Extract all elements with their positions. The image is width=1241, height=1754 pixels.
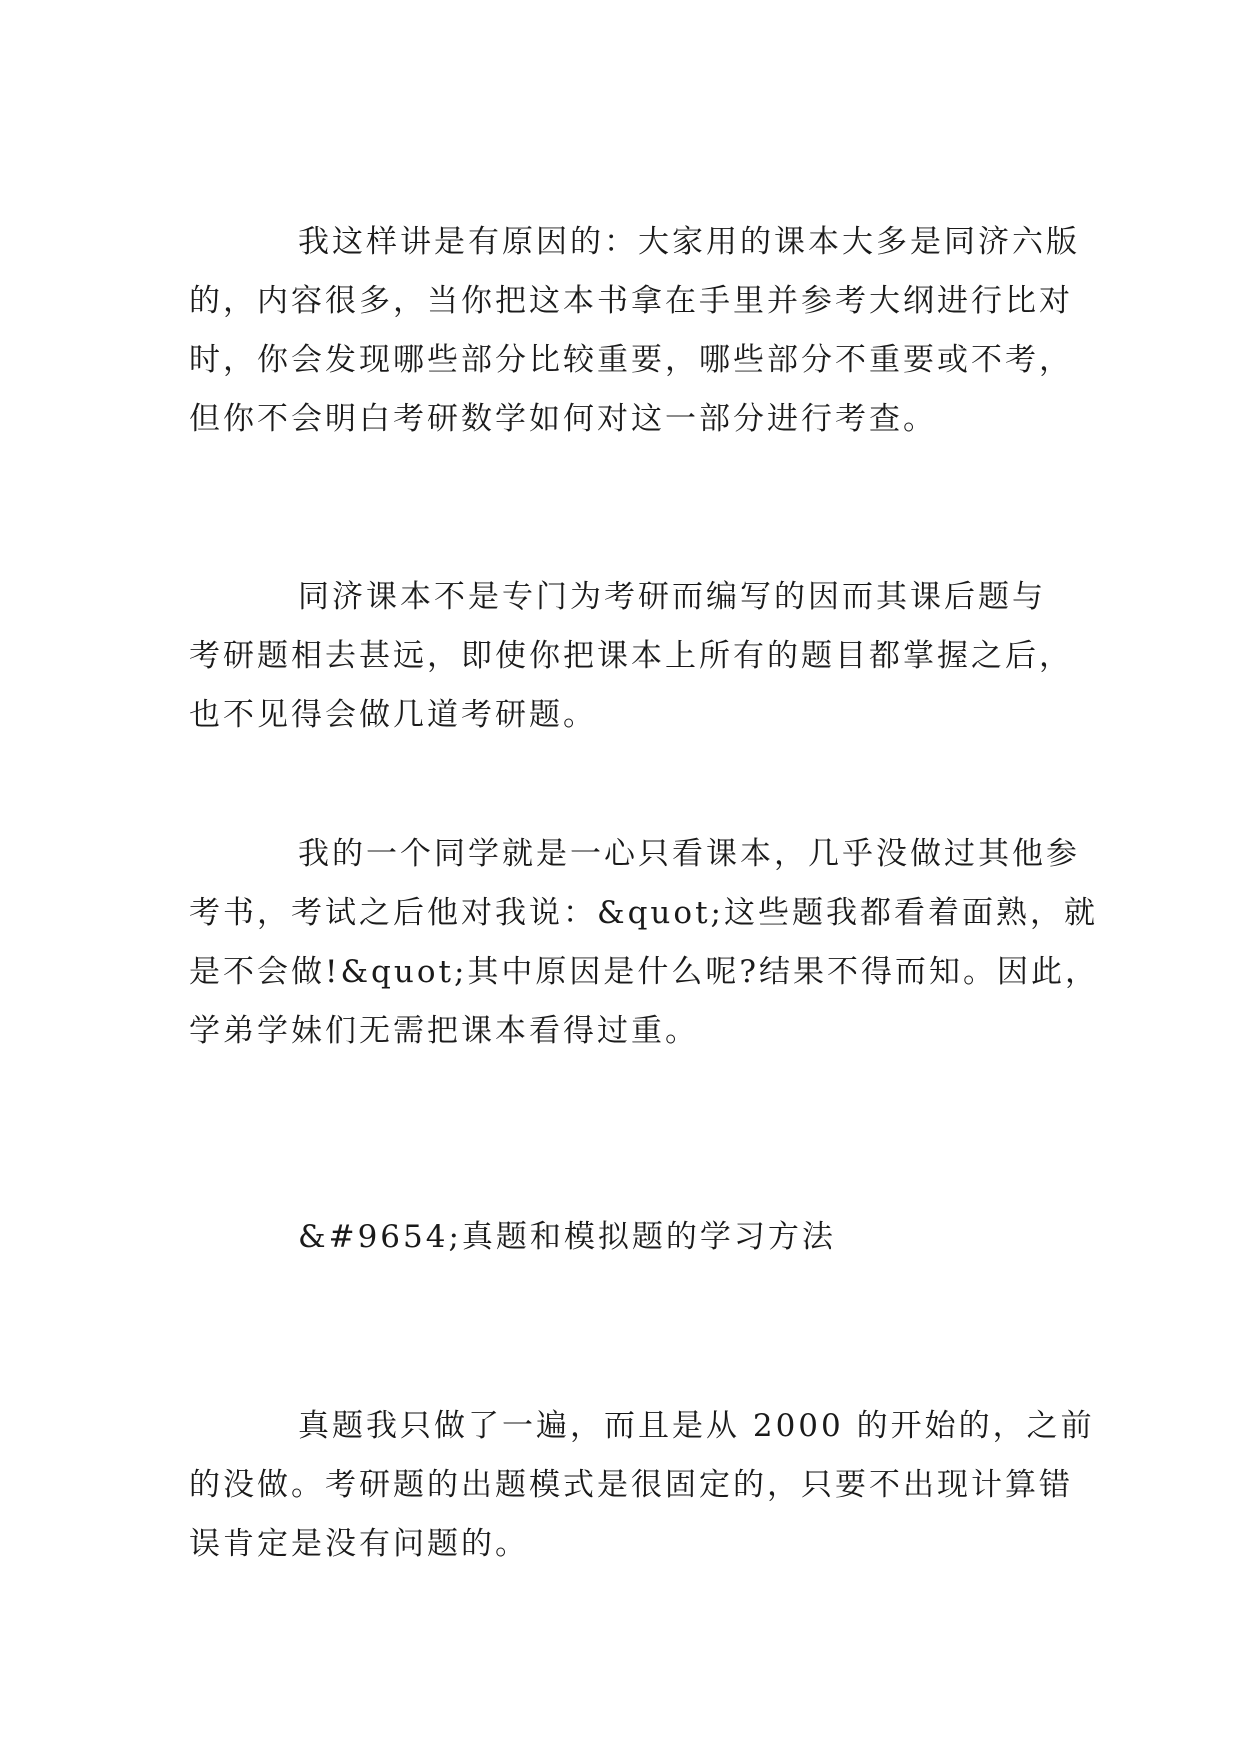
text-line: 但你不会明白考研数学如何对这一部分进行考查。 [189,401,937,437]
text-line: 是不会做!&quot;其中原因是什么呢?结果不得而知。因此， [189,954,1100,990]
text-line: 学弟学妹们无需把课本看得过重。 [189,1013,699,1049]
text-line: 时，你会发现哪些部分比较重要，哪些部分不重要或不考， [189,342,1073,378]
section-heading: &#9654;真题和模拟题的学习方法 [298,1219,836,1255]
paragraph-tongji-textbook [189,568,1073,745]
paragraph-past-exams [189,1397,1095,1574]
text-line: 我的一个同学就是一心只看课本，几乎没做过其他参 [298,836,1080,872]
text-line: 也不见得会做几道考研题。 [189,697,597,733]
paragraph-textbook-reason [189,213,1080,449]
paragraph-classmate-story [189,825,1100,1061]
text-line: 同济课本不是专门为考研而编写的因而其课后题与 [298,579,1046,615]
text-line: 真题我只做了一遍，而且是从 2000 的开始的，之前 [298,1408,1095,1444]
text-line: 的，内容很多，当你把这本书拿在手里并参考大纲进行比对 [189,283,1073,319]
text-line: 考研题相去甚远，即使你把课本上所有的题目都掌握之后， [189,638,1073,674]
text-line: 误肯定是没有问题的。 [189,1526,529,1562]
text-line: 我这样讲是有原因的：大家用的课本大多是同济六版 [298,224,1080,260]
text-line: 的没做。考研题的出题模式是很固定的，只要不出现计算错 [189,1467,1073,1503]
text-line: 考书，考试之后他对我说：&quot;这些题我都看着面熟，就 [189,895,1098,931]
